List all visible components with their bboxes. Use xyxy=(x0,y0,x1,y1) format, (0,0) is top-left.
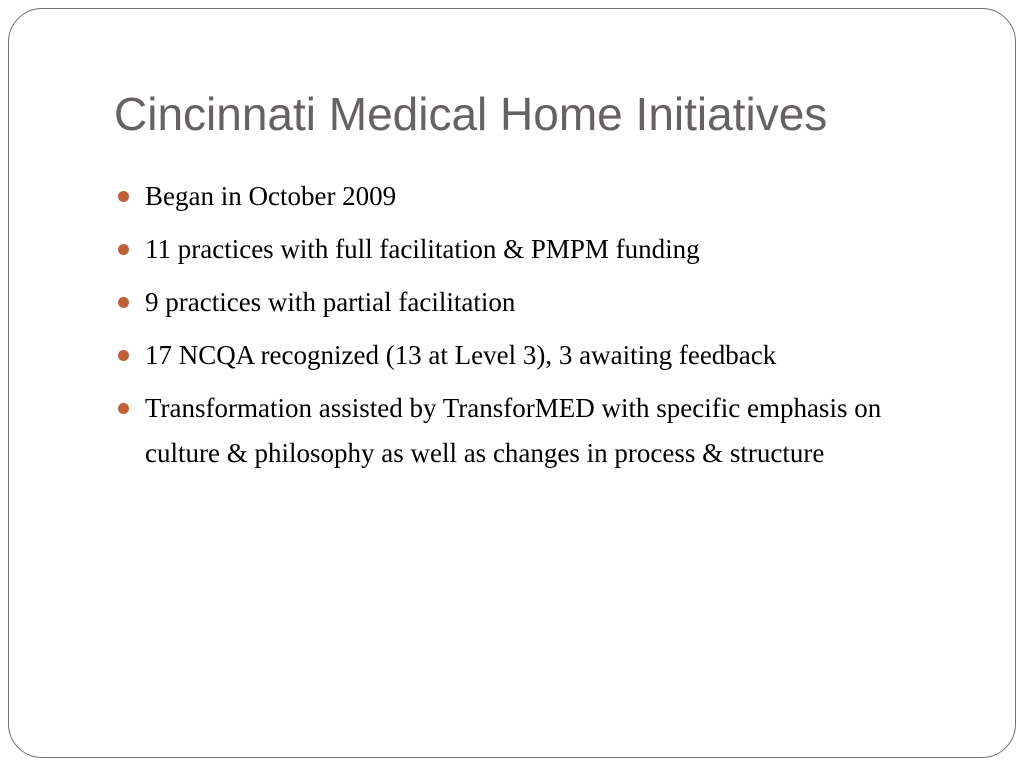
slide xyxy=(8,8,1016,758)
bullet-dot-icon xyxy=(118,297,129,308)
bullet-item-3 xyxy=(115,280,905,325)
bullet-item-5 xyxy=(115,386,905,476)
slide-title: Cincinnati Medical Home Initiatives xyxy=(114,88,828,140)
bullet-dot-icon xyxy=(118,244,129,255)
bullet-dot-icon xyxy=(118,350,129,361)
bullet-item-1 xyxy=(115,174,905,219)
bullet-item-2 xyxy=(115,227,905,272)
bullet-text: 11 practices with full facilitation & PMPM funding xyxy=(145,234,700,264)
bullet-list xyxy=(115,174,905,484)
bullet-text: Transformation assisted by TransforMED with specific emphasis on culture & philosophy as well as changes in process & structure xyxy=(145,393,882,468)
bullet-text: Began in October 2009 xyxy=(145,181,397,211)
bullet-text: 17 NCQA recognized (13 at Level 3), 3 awaiting feedback xyxy=(145,340,777,370)
bullet-dot-icon xyxy=(118,191,129,202)
bullet-dot-icon xyxy=(118,403,129,414)
bullet-item-4 xyxy=(115,333,905,378)
bullet-text: 9 practices with partial facilitation xyxy=(145,287,516,317)
